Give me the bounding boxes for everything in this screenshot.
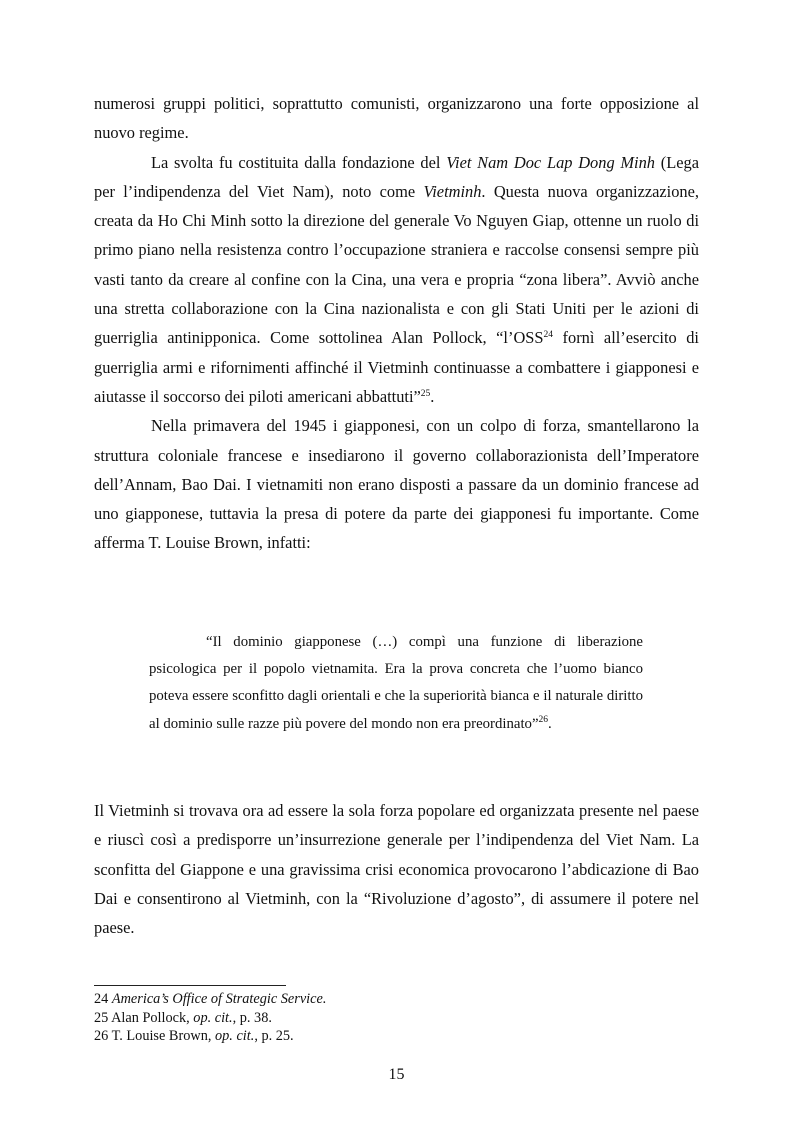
paragraph-revolution: Il Vietminh si trovava ora ad essere la sola forza popolare ed organizzata presente nel paese e riuscì così a predisporre un’insurrezione generale per l’indipendenza del Viet Nam. La sconfitta del Giappone e una gravissima crisi economica provocarono l’abdicazione di Bao Dai e consentirono al Vietminh, con la “Rivoluzione d’agosto”, di assumere il potere nel paese. xyxy=(94,801,699,938)
footnote-number: 24 xyxy=(94,991,109,1007)
footnote-ref-24: 24 xyxy=(543,330,554,341)
vietminh-text-1: La svolta fu costituita dalla fondazione del xyxy=(151,152,447,172)
footnote-number: 26 xyxy=(94,1028,109,1044)
quote-text: “Il dominio giapponese (…) compì una funzione di liberazione psicologica per il popolo vietnamita. Era la prova concreta che l’uomo bianco poteva essere sconfitto dagli orientali e che la superiorità bianca e il naturale diritto al dominio sulle razze più povere del mondo non era preordinato” xyxy=(149,634,643,732)
footnote-ref-26: 26 xyxy=(538,714,549,725)
footnote-italic: op. cit. xyxy=(193,1009,233,1026)
footnote-tail: , p. 25. xyxy=(254,1028,294,1044)
footnote-26 xyxy=(94,1027,699,1046)
footnote-number: 25 xyxy=(94,1009,109,1026)
quote-paragraph xyxy=(149,629,643,738)
paragraph-opposition: numerosi gruppi politici, soprattutto comunisti, organizzarono una forte opposizione al nuovo regime. xyxy=(94,94,699,143)
footnote-italic: op. cit. xyxy=(215,1028,255,1044)
vietminh-text-2: (Lega per l’indipendenza del Viet Nam), noto come xyxy=(94,152,699,201)
vietminh-name: Vietminh xyxy=(423,181,482,201)
vietminh-text-3: . Questa nuova organizzazione, creata da Ho Chi Minh sotto la direzione del generale Vo Nguyen Giap, ottenne un ruolo di primo piano nella resistenza contro l’occupazione straniera e raccolse consensi sempre più vasti tanto da creare al confine con la Cina, una vera e propria “zona libera”. Avviò anche una stretta collaborazione con la Cina nazionalista e con gli Stati Uniti per le azioni di guerriglia antinipponica. Come sottolinea Alan Pollock, “l’OSS xyxy=(94,181,699,348)
block-quote xyxy=(149,629,643,738)
quote-end: . xyxy=(548,715,552,732)
vietminh-text-4: fornì all’esercito di guerriglia armi e rifornimenti affinché il Vietminh continuasse a combattere i giapponesi e aiutasse il soccorso dei piloti americani abbattuti” xyxy=(94,328,699,406)
footnote-24 xyxy=(94,990,699,1009)
footnotes xyxy=(94,990,699,1046)
main-text-lower xyxy=(94,796,699,942)
footnote-text: Alan Pollock, xyxy=(108,1009,194,1026)
vietminh-text-5: . xyxy=(430,386,435,406)
footnote-tail: , p. 38. xyxy=(232,1009,272,1026)
footnote-separator xyxy=(94,985,286,986)
footnote-ref-25: 25 xyxy=(420,388,431,399)
paragraph-spring-1945: Nella primavera del 1945 i giapponesi, con un colpo di forza, smantellarono la struttura coloniale francese e insediarono il governo collaborazionista dell’Imperatore dell’Annam, Bao Dai. I vietnamiti non erano disposti a passare da un dominio francese ad uno giapponese, tuttavia la presa di potere da parte dei giapponesi fu importante. Come afferma T. Louise Brown, infatti: xyxy=(94,416,699,553)
footnote-text: T. Louise Brown, xyxy=(108,1028,215,1044)
page-number: 15 xyxy=(388,1066,405,1083)
vietminh-league-name: Viet Nam Doc Lap Dong Minh xyxy=(446,152,656,172)
footnote-25 xyxy=(94,1009,699,1028)
main-text-upper xyxy=(94,89,699,558)
footnote-italic: America’s Office of Strategic Service. xyxy=(111,991,327,1007)
paragraph-vietminh xyxy=(94,148,699,412)
